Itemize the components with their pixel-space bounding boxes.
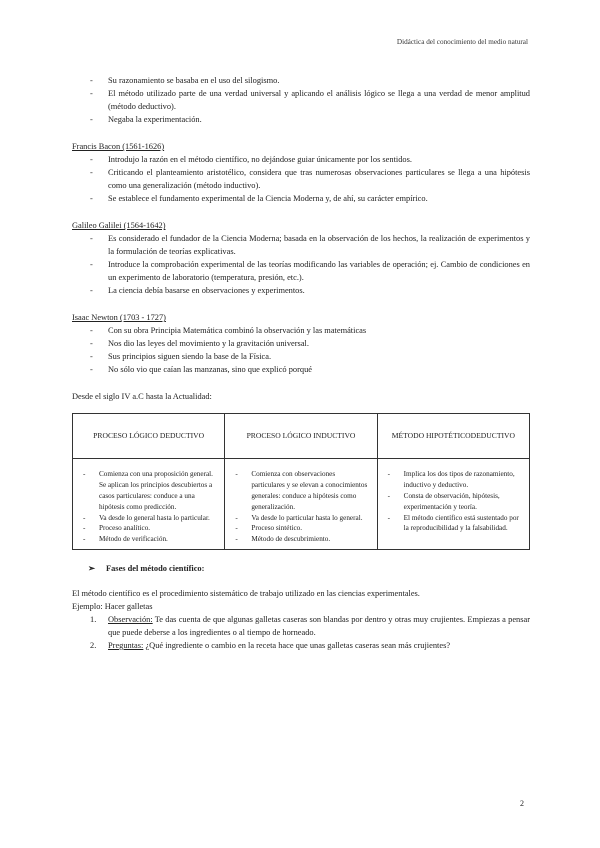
cell-item: - El método científico está sustentado por la reproducibilidad y la falsabilidad. (386, 513, 521, 535)
table-intro: Desde el siglo IV a.C hasta la Actualidad: (72, 392, 212, 402)
list-item: - La ciencia debía basarse en observaciones y experimentos. (72, 284, 530, 297)
cell-item: - Consta de observación, hipótesis, experimentación y teoría. (386, 491, 521, 513)
list-item: - Nos dio las leyes del movimiento y la gravitación universal. (72, 337, 530, 350)
list-item: - Con su obra Principia Matemática combinó la observación y las matemáticas (72, 324, 530, 337)
cell-item: - Método de verificación. (81, 534, 216, 545)
cell-item: - Va desde lo particular hasta lo general. (233, 513, 368, 524)
methods-comparison-table (72, 413, 530, 550)
list-item: - No sólo vio que caían las manzanas, sino que explicó porqué (72, 363, 530, 376)
galileo-list (72, 232, 530, 297)
newton-heading: Isaac Newton (1703 - 1727) (72, 313, 166, 323)
table-header-hipotetico: MÉTODO HIPOTÉTICODEDUCTIVO (377, 414, 529, 459)
step-item (72, 639, 530, 652)
cell-item: - Comienza con una proposición general. Se aplican los principios descubiertos a casos particulares: conduce a una hipótesis como predicción. (81, 469, 216, 512)
list-item: - Sus principios siguen siendo la base de la Física. (72, 350, 530, 363)
step-item (72, 613, 530, 639)
aristotle-list (72, 74, 530, 126)
list-item: - El método utilizado parte de una verdad universal y aplicando el análisis lógico se llega a una verdad de menor amplitud (método deductivo). (72, 87, 530, 113)
list-item: - Introdujo la razón en el método científico, no dejándose guiar únicamente por los sentidos. (72, 153, 530, 166)
fases-definition: El método científico es el procedimiento sistemático de trabajo utilizado en las ciencias experimentales. (72, 588, 420, 598)
step-number: 2. (90, 640, 97, 650)
cell-item: - Método de descubrimiento. (233, 534, 368, 545)
table-header-inductivo: PROCESO LÓGICO INDUCTIVO (225, 414, 377, 459)
arrow-bullet-icon: ➢ (88, 563, 96, 573)
bacon-list (72, 153, 530, 205)
table-cell-deductivo (73, 459, 225, 550)
cell-item: - Va desde lo general hasta lo particular. (81, 513, 216, 524)
galileo-heading: Galileo Galilei (1564-1642) (72, 221, 166, 231)
page-number: 2 (520, 799, 524, 808)
step-text: ¿Qué ingrediente o cambio en la receta hace que unas galletas caseras sean más crujientes? (143, 640, 451, 650)
table-cell-inductivo (225, 459, 377, 550)
fases-title: Fases del método científico: (106, 563, 205, 573)
list-item: - Su razonamiento se basaba en el uso del silogismo. (72, 74, 530, 87)
steps-list (72, 613, 530, 652)
page-content (72, 74, 530, 652)
bacon-heading: Francis Bacon (1561-1626) (72, 142, 165, 152)
step-term: Observación: (108, 614, 153, 624)
cell-item: - Proceso sintético. (233, 523, 368, 534)
table-header-deductivo: PROCESO LÓGICO DEDUCTIVO (73, 414, 225, 459)
list-item: - Se establece el fundamento experimental de la Ciencia Moderna y, de ahí, su carácter empírico. (72, 192, 530, 205)
list-item: - Es considerado el fundador de la Ciencia Moderna; basada en la observación de los hechos, la realización de experimentos y la formulación de teorías explicativas. (72, 232, 530, 258)
table-cell-hipotetico (377, 459, 529, 550)
list-item: - Negaba la experimentación. (72, 113, 530, 126)
list-item: - Criticando el planteamiento aristotélico, considera que tras numerosas observaciones particulares se llega a una hipótesis como una generalización (método inductivo). (72, 166, 530, 192)
step-term: Preguntas: (108, 640, 144, 650)
cell-item: - Implica los dos tipos de razonamiento, inductivo y deductivo. (386, 469, 521, 491)
fases-example: Ejemplo: Hacer galletas (72, 601, 153, 611)
running-header: Didáctica del conocimiento del medio natural (396, 38, 528, 46)
step-text: Te das cuenta de que algunas galletas caseras son blandas por dentro y otras muy crujientes. Empiezas a pensar que puede deberse a los ingredientes o al tiempo de horneado. (108, 614, 530, 637)
fases-heading (72, 562, 530, 575)
cell-item: - Proceso analítico. (81, 523, 216, 534)
list-item: - Introduce la comprobación experimental de las teorías modificando las variables de operación; ej. Cambio de condiciones en un experimento de laboratorio (temperatura, presión, etc.). (72, 258, 530, 284)
cell-item: - Comienza con observaciones particulares y se elevan a conocimientos generales: conduce a hipótesis como generalización. (233, 469, 368, 512)
step-number: 1. (90, 614, 97, 624)
newton-list (72, 324, 530, 376)
